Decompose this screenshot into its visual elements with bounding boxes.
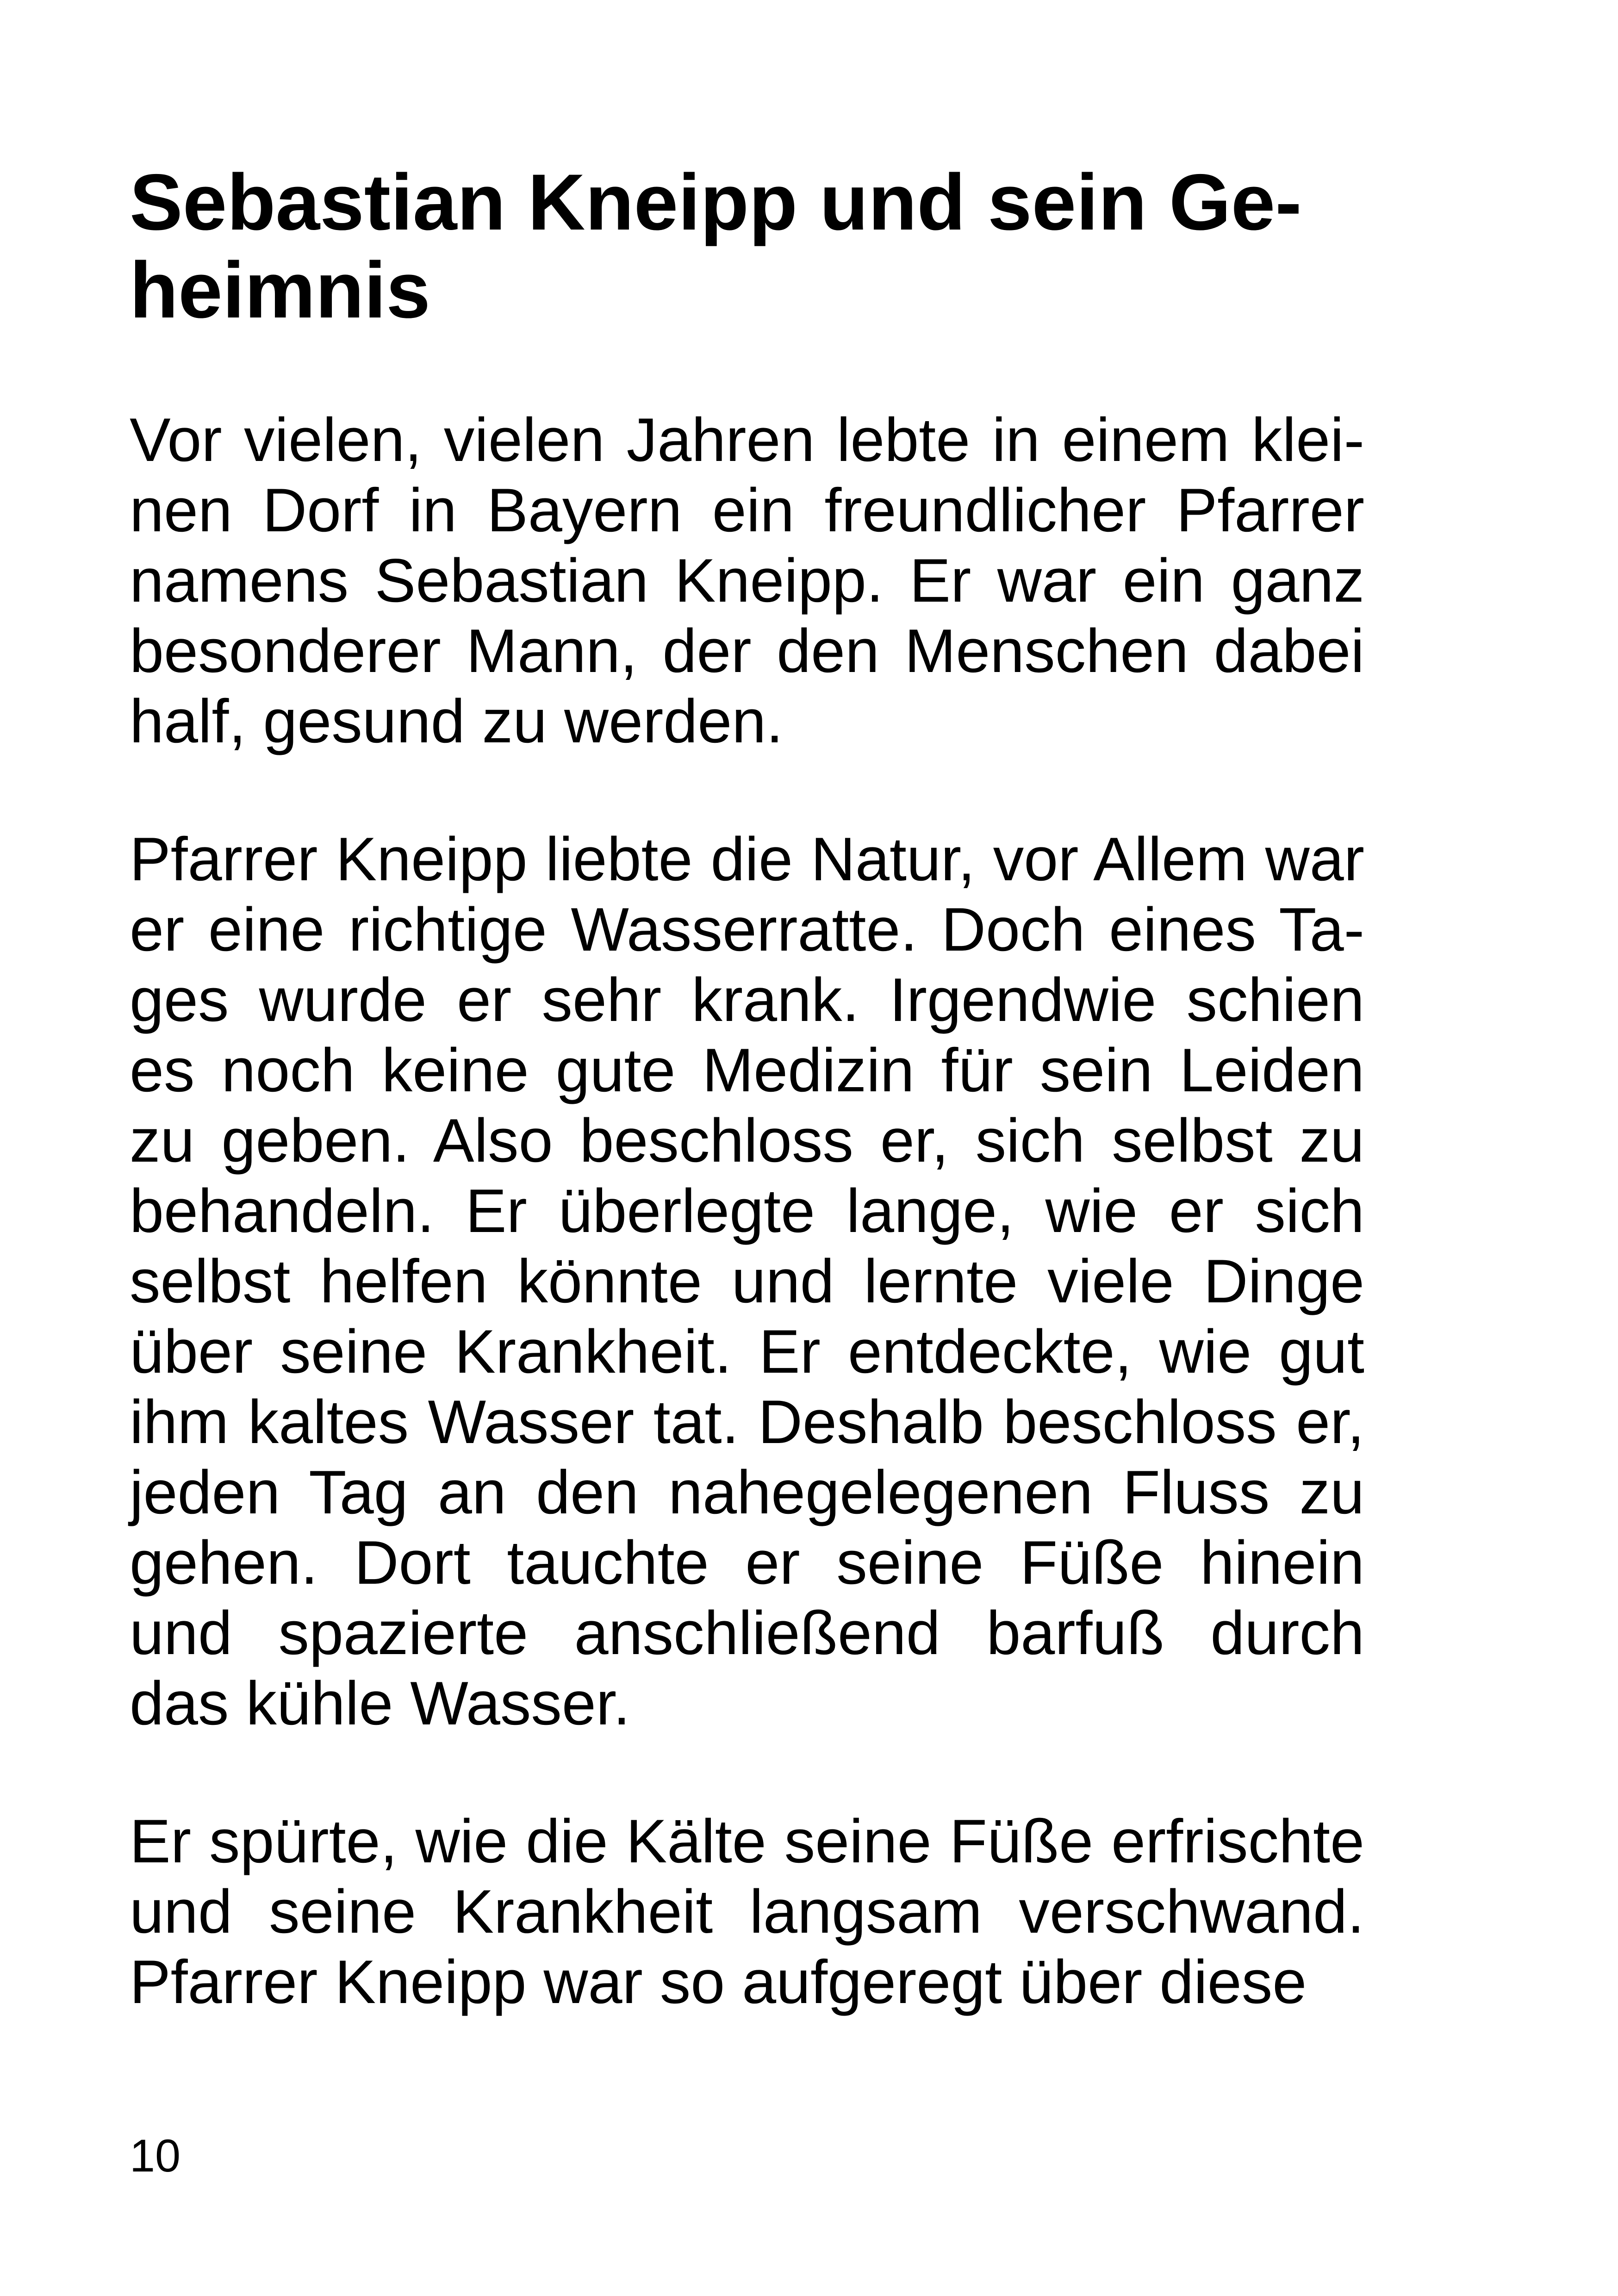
text-line: Er spürte, wie die Kälte seine Füße erfrischte xyxy=(130,1807,1364,1876)
paragraph xyxy=(130,405,1364,757)
page-title xyxy=(130,158,1364,334)
text-block xyxy=(130,0,1364,2017)
text-line: ihm kaltes Wasser tat. Deshalb beschloss er, xyxy=(130,1388,1364,1456)
text-line: er eine richtige Wasserratte. Doch eines Ta- xyxy=(130,896,1364,964)
text-line: jeden Tag an den nahegelegenen Fluss zu xyxy=(130,1458,1364,1527)
text-line: das kühle Wasser. xyxy=(130,1669,630,1738)
page-number: 10 xyxy=(130,2130,181,2181)
text-line: Vor vielen, vielen Jahren lebte in einem klei- xyxy=(130,406,1364,474)
text-line: Pfarrer Kneipp war so aufgeregt über diese xyxy=(130,1948,1307,2016)
text-line: es noch keine gute Medizin für sein Leiden xyxy=(130,1036,1364,1105)
text-line: half, gesund zu werden. xyxy=(130,687,784,756)
text-line: und seine Krankheit langsam verschwand. xyxy=(130,1878,1364,1946)
text-line: besonderer Mann, der den Menschen dabei xyxy=(130,617,1364,685)
text-line: zu geben. Also beschloss er, sich selbst zu xyxy=(130,1107,1364,1175)
page-title-line: Sebastian Kneipp und sein Ge- xyxy=(130,158,1302,247)
text-line: behandeln. Er überlegte lange, wie er sich xyxy=(130,1177,1364,1245)
text-line: selbst helfen könnte und lernte viele Dinge xyxy=(130,1247,1364,1316)
text-line: gehen. Dort tauchte er seine Füße hinein xyxy=(130,1529,1364,1597)
text-line: ges wurde er sehr krank. Irgendwie schien xyxy=(130,966,1364,1034)
text-line: namens Sebastian Kneipp. Er war ein ganz xyxy=(130,547,1364,615)
text-line: Pfarrer Kneipp liebte die Natur, vor Allem war xyxy=(130,825,1364,894)
paragraph xyxy=(130,1806,1364,2017)
text-line: nen Dorf in Bayern ein freundlicher Pfarrer xyxy=(130,476,1364,545)
paragraph xyxy=(130,824,1364,1739)
page-title-line: heimnis xyxy=(130,246,430,335)
text-line: und spazierte anschließend barfuß durch xyxy=(130,1599,1364,1668)
text-line: über seine Krankheit. Er entdeckte, wie gut xyxy=(130,1318,1364,1386)
